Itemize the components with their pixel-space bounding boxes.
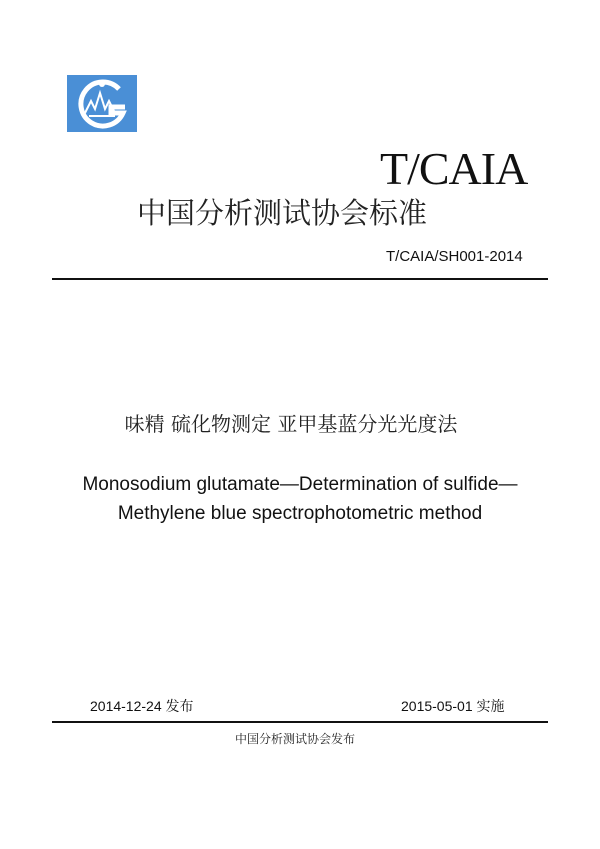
association-standard-title: 中国分析测试协会标准	[137, 196, 428, 230]
title-english-line1: Monosodium glutamate—Determination of sulfide—	[82, 474, 518, 495]
header-divider	[52, 278, 548, 280]
issue-date: 2014-12-24 发布	[90, 698, 194, 714]
publisher: 中国分析测试协会发布	[234, 732, 355, 746]
caia-logo-icon	[67, 75, 137, 132]
standard-number: T/CAIA/SH001-2014	[386, 248, 523, 265]
standard-prefix: T/CAIA	[380, 143, 528, 194]
footer-divider	[52, 721, 548, 723]
title-english-line2: Methylene blue spectrophotometric method	[117, 503, 483, 524]
implement-date: 2015-05-01 实施	[401, 698, 505, 714]
title-chinese: 味精 硫化物测定 亚甲基蓝分光光度法	[124, 412, 458, 436]
